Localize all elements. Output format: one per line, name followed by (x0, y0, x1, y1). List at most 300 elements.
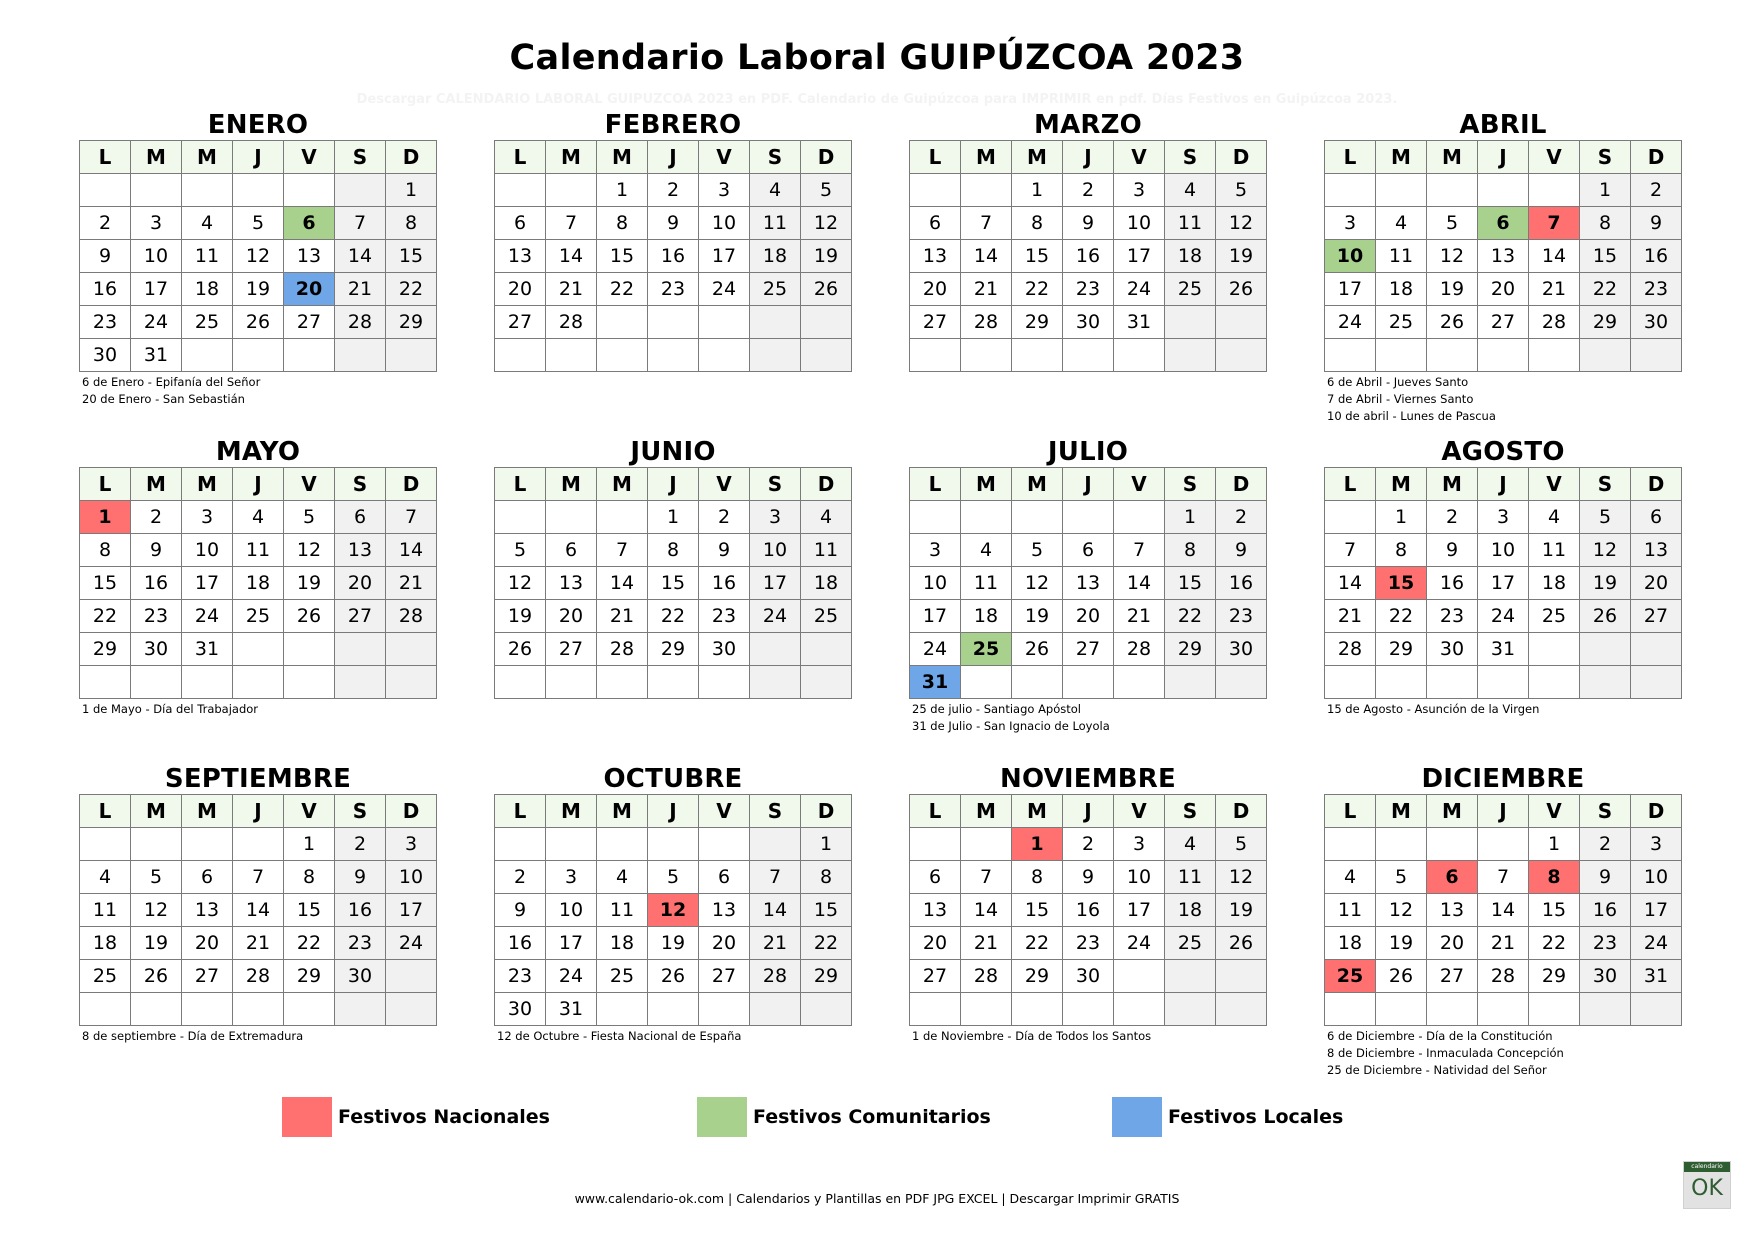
day-cell: 5 (233, 207, 284, 240)
month-name: JULIO (1047, 437, 1129, 467)
day-cell: 21 (1478, 927, 1529, 960)
week-row (495, 993, 852, 1026)
day-cell: 21 (961, 927, 1012, 960)
empty-day-cell (386, 633, 437, 666)
empty-day-cell (1325, 666, 1376, 699)
week-row (495, 339, 852, 372)
weekday-header: M (1376, 141, 1427, 174)
empty-day-cell (910, 174, 961, 207)
day-cell: 3 (1631, 828, 1682, 861)
day-cell: 19 (1376, 927, 1427, 960)
day-cell: 28 (597, 633, 648, 666)
empty-day-cell (750, 306, 801, 339)
empty-day-cell (648, 339, 699, 372)
empty-day-cell (750, 633, 801, 666)
month-5 (79, 437, 437, 718)
holiday-notes (497, 1028, 852, 1045)
empty-day-cell (699, 666, 750, 699)
week-row (910, 174, 1267, 207)
day-cell: 5 (1427, 207, 1478, 240)
day-cell: 27 (1631, 600, 1682, 633)
weekday-header: M (182, 141, 233, 174)
day-cell: 26 (801, 273, 852, 306)
weekday-header: J (233, 468, 284, 501)
week-row (495, 633, 852, 666)
empty-day-cell (1478, 174, 1529, 207)
day-cell: 22 (597, 273, 648, 306)
day-cell: 15 (597, 240, 648, 273)
day-cell: 5 (1216, 174, 1267, 207)
weekday-header: J (1478, 141, 1529, 174)
day-cell: 22 (284, 927, 335, 960)
holiday-notes (912, 1028, 1267, 1045)
day-cell: 1 (597, 174, 648, 207)
day-cell: 5 (801, 174, 852, 207)
day-cell: 18 (1529, 567, 1580, 600)
day-cell: 25 (233, 600, 284, 633)
empty-day-cell (182, 828, 233, 861)
holiday-day-cell: 1 (1012, 828, 1063, 861)
week-row (910, 633, 1267, 666)
weekday-header: M (1376, 468, 1427, 501)
empty-day-cell (1631, 666, 1682, 699)
weekday-header: M (131, 468, 182, 501)
day-cell: 2 (648, 174, 699, 207)
day-cell: 7 (961, 207, 1012, 240)
day-cell: 14 (1478, 894, 1529, 927)
day-cell: 29 (80, 633, 131, 666)
weekday-header: V (284, 141, 335, 174)
day-cell: 18 (1165, 240, 1216, 273)
month-8 (1324, 437, 1682, 718)
empty-day-cell (750, 828, 801, 861)
day-cell: 25 (801, 600, 852, 633)
empty-day-cell (546, 501, 597, 534)
weekday-header: S (1165, 468, 1216, 501)
weekday-header: M (961, 795, 1012, 828)
day-cell: 29 (284, 960, 335, 993)
day-cell: 8 (1580, 207, 1631, 240)
month-name: ABRIL (1459, 110, 1547, 140)
day-cell: 8 (284, 861, 335, 894)
day-cell: 26 (131, 960, 182, 993)
weekday-header: L (80, 795, 131, 828)
day-cell: 18 (597, 927, 648, 960)
day-cell: 21 (1529, 273, 1580, 306)
weekday-header: S (1165, 795, 1216, 828)
month-name: AGOSTO (1441, 437, 1565, 467)
day-cell: 2 (1063, 828, 1114, 861)
day-cell: 4 (233, 501, 284, 534)
calendario-ok-logo[interactable] (1683, 1161, 1731, 1209)
empty-day-cell (1478, 666, 1529, 699)
empty-day-cell (699, 993, 750, 1026)
day-cell: 9 (1216, 534, 1267, 567)
holiday-day-cell: 1 (80, 501, 131, 534)
day-cell: 18 (961, 600, 1012, 633)
empty-day-cell (1478, 993, 1529, 1026)
week-row (495, 828, 852, 861)
day-cell: 7 (1325, 534, 1376, 567)
empty-day-cell (1063, 666, 1114, 699)
empty-day-cell (1114, 960, 1165, 993)
week-row (495, 306, 852, 339)
empty-day-cell (961, 501, 1012, 534)
day-cell: 15 (801, 894, 852, 927)
empty-day-cell (233, 993, 284, 1026)
empty-day-cell (1529, 666, 1580, 699)
day-cell: 26 (648, 960, 699, 993)
day-cell: 17 (1478, 567, 1529, 600)
day-cell: 24 (1631, 927, 1682, 960)
day-cell: 14 (233, 894, 284, 927)
day-cell: 17 (182, 567, 233, 600)
week-row (1325, 828, 1682, 861)
day-cell: 23 (1427, 600, 1478, 633)
holiday-note: 10 de abril - Lunes de Pascua (1327, 409, 1496, 423)
empty-day-cell (597, 666, 648, 699)
day-cell: 5 (495, 534, 546, 567)
weekday-header: D (801, 795, 852, 828)
day-cell: 21 (386, 567, 437, 600)
day-cell: 16 (1631, 240, 1682, 273)
weekday-header: S (1580, 795, 1631, 828)
day-cell: 6 (182, 861, 233, 894)
day-cell: 29 (1580, 306, 1631, 339)
day-cell: 11 (1529, 534, 1580, 567)
day-cell: 17 (1114, 240, 1165, 273)
day-cell: 24 (1325, 306, 1376, 339)
day-cell: 24 (1478, 600, 1529, 633)
weekday-header: J (1063, 795, 1114, 828)
weekday-header: L (495, 141, 546, 174)
day-cell: 14 (750, 894, 801, 927)
weekday-header: V (1529, 795, 1580, 828)
day-cell: 10 (131, 240, 182, 273)
week-row (910, 960, 1267, 993)
day-cell: 29 (386, 306, 437, 339)
day-cell: 3 (546, 861, 597, 894)
day-cell: 23 (1063, 273, 1114, 306)
weekday-header: J (648, 141, 699, 174)
month-name: ENERO (207, 110, 309, 140)
empty-day-cell (233, 828, 284, 861)
day-cell: 29 (1012, 306, 1063, 339)
day-cell: 22 (801, 927, 852, 960)
empty-day-cell (495, 828, 546, 861)
empty-day-cell (335, 339, 386, 372)
day-cell: 1 (801, 828, 852, 861)
holiday-day-cell: 20 (284, 273, 335, 306)
week-row (495, 207, 852, 240)
weekday-header: M (597, 468, 648, 501)
empty-day-cell (801, 306, 852, 339)
day-cell: 4 (1165, 828, 1216, 861)
day-cell: 14 (597, 567, 648, 600)
day-cell: 31 (1631, 960, 1682, 993)
holiday-note: 1 de Mayo - Día del Trabajador (82, 702, 259, 716)
day-cell: 24 (1114, 927, 1165, 960)
holiday-day-cell: 31 (910, 666, 961, 699)
legend-nacional (282, 1097, 550, 1137)
weekday-header: J (1478, 795, 1529, 828)
day-cell: 4 (1165, 174, 1216, 207)
weekday-header: S (1580, 141, 1631, 174)
empty-day-cell (961, 339, 1012, 372)
day-cell: 16 (1580, 894, 1631, 927)
day-cell: 5 (1580, 501, 1631, 534)
day-cell: 11 (1376, 240, 1427, 273)
day-cell: 26 (1427, 306, 1478, 339)
week-row (80, 633, 437, 666)
day-cell: 15 (1580, 240, 1631, 273)
empty-day-cell (1216, 666, 1267, 699)
weekday-header: S (750, 795, 801, 828)
day-cell: 5 (131, 861, 182, 894)
day-cell: 12 (233, 240, 284, 273)
month-table (1324, 794, 1682, 1026)
weekday-header: M (182, 468, 233, 501)
logo-main-text: OK (1691, 1176, 1723, 1201)
logo-top-text: calendario (1684, 1162, 1730, 1172)
day-cell: 14 (335, 240, 386, 273)
day-cell: 14 (1325, 567, 1376, 600)
day-cell: 5 (1012, 534, 1063, 567)
weekday-header: L (495, 795, 546, 828)
empty-day-cell (284, 666, 335, 699)
month-name: MAYO (215, 437, 301, 467)
day-cell: 26 (233, 306, 284, 339)
empty-day-cell (750, 339, 801, 372)
empty-day-cell (284, 633, 335, 666)
holiday-note: 25 de julio - Santiago Apóstol (912, 702, 1082, 716)
day-cell: 6 (335, 501, 386, 534)
day-cell: 20 (910, 927, 961, 960)
empty-day-cell (1478, 828, 1529, 861)
day-cell: 4 (597, 861, 648, 894)
weekday-header: M (182, 795, 233, 828)
day-cell: 21 (1114, 600, 1165, 633)
holiday-notes (1327, 1028, 1682, 1079)
day-cell: 18 (750, 240, 801, 273)
week-row (80, 828, 437, 861)
empty-day-cell (1325, 993, 1376, 1026)
empty-day-cell (597, 306, 648, 339)
day-cell: 19 (1580, 567, 1631, 600)
day-cell: 17 (1114, 894, 1165, 927)
empty-day-cell (1631, 993, 1682, 1026)
weekday-header: J (1478, 468, 1529, 501)
day-cell: 5 (1376, 861, 1427, 894)
day-cell: 13 (910, 240, 961, 273)
day-cell: 16 (80, 273, 131, 306)
day-cell: 28 (1529, 306, 1580, 339)
day-cell: 21 (961, 273, 1012, 306)
empty-day-cell (1427, 993, 1478, 1026)
day-cell: 24 (750, 600, 801, 633)
weekday-header: D (386, 468, 437, 501)
day-cell: 15 (1529, 894, 1580, 927)
day-cell: 12 (801, 207, 852, 240)
week-row (910, 666, 1267, 699)
weekday-header: M (597, 795, 648, 828)
empty-day-cell (495, 501, 546, 534)
day-cell: 30 (699, 633, 750, 666)
day-cell: 22 (1012, 273, 1063, 306)
day-cell: 27 (182, 960, 233, 993)
day-cell: 10 (910, 567, 961, 600)
day-cell: 13 (546, 567, 597, 600)
empty-day-cell (1216, 339, 1267, 372)
empty-day-cell (1376, 828, 1427, 861)
weekday-header-row (910, 468, 1267, 501)
day-cell: 16 (648, 240, 699, 273)
weekday-header: M (1427, 141, 1478, 174)
empty-day-cell (284, 993, 335, 1026)
empty-day-cell (910, 501, 961, 534)
week-row (495, 240, 852, 273)
empty-day-cell (335, 174, 386, 207)
week-row (80, 666, 437, 699)
month-2 (494, 110, 852, 374)
weekday-header: D (1216, 141, 1267, 174)
month-name: NOVIEMBRE (1000, 764, 1176, 794)
holiday-note: 8 de Diciembre - Inmaculada Concepción (1327, 1046, 1564, 1060)
day-cell: 4 (1325, 861, 1376, 894)
week-row (80, 861, 437, 894)
weekday-header: V (1114, 468, 1165, 501)
weekday-header: V (1529, 141, 1580, 174)
weekday-header: M (131, 795, 182, 828)
day-cell: 10 (182, 534, 233, 567)
week-row (910, 306, 1267, 339)
week-row (910, 828, 1267, 861)
day-cell: 13 (1478, 240, 1529, 273)
month-3 (909, 110, 1267, 374)
day-cell: 28 (335, 306, 386, 339)
empty-day-cell (546, 174, 597, 207)
day-cell: 9 (335, 861, 386, 894)
day-cell: 3 (131, 207, 182, 240)
day-cell: 8 (1012, 861, 1063, 894)
day-cell: 30 (1631, 306, 1682, 339)
day-cell: 1 (386, 174, 437, 207)
month-table (1324, 467, 1682, 699)
day-cell: 9 (1580, 861, 1631, 894)
holiday-notes (912, 701, 1267, 735)
holiday-notes (1327, 701, 1682, 718)
day-cell: 12 (495, 567, 546, 600)
empty-day-cell (1063, 501, 1114, 534)
day-cell: 28 (750, 960, 801, 993)
holiday-note: 6 de Enero - Epifanía del Señor (82, 375, 261, 389)
day-cell: 21 (233, 927, 284, 960)
weekday-header: S (335, 141, 386, 174)
weekday-header: V (699, 141, 750, 174)
empty-day-cell (648, 306, 699, 339)
empty-day-cell (131, 993, 182, 1026)
empty-day-cell (1165, 306, 1216, 339)
empty-day-cell (1427, 828, 1478, 861)
empty-day-cell (182, 993, 233, 1026)
holiday-note: 6 de Diciembre - Día de la Constitución (1327, 1029, 1553, 1043)
day-cell: 15 (1012, 240, 1063, 273)
month-name: SEPTIEMBRE (164, 764, 352, 794)
month-table (494, 140, 852, 372)
weekday-header: V (699, 468, 750, 501)
week-row (80, 960, 437, 993)
day-cell: 9 (1063, 207, 1114, 240)
week-row (495, 501, 852, 534)
weekday-header: D (386, 795, 437, 828)
day-cell: 21 (335, 273, 386, 306)
empty-day-cell (699, 306, 750, 339)
empty-day-cell (1580, 339, 1631, 372)
weekday-header: J (233, 795, 284, 828)
day-cell: 15 (80, 567, 131, 600)
empty-day-cell (910, 828, 961, 861)
holiday-notes (82, 701, 437, 718)
day-cell: 15 (1012, 894, 1063, 927)
weekday-header: S (750, 468, 801, 501)
legend-comunitario-swatch (697, 1097, 747, 1137)
empty-day-cell (233, 339, 284, 372)
week-row (1325, 339, 1682, 372)
week-row (80, 534, 437, 567)
day-cell: 16 (1427, 567, 1478, 600)
month-name: DICIEMBRE (1421, 764, 1585, 794)
weekday-header-row (1325, 468, 1682, 501)
holiday-notes (82, 374, 437, 408)
weekday-header: S (335, 795, 386, 828)
day-cell: 1 (1012, 174, 1063, 207)
day-cell: 18 (233, 567, 284, 600)
day-cell: 27 (284, 306, 335, 339)
day-cell: 30 (131, 633, 182, 666)
day-cell: 4 (801, 501, 852, 534)
day-cell: 20 (182, 927, 233, 960)
weekday-header: D (1216, 468, 1267, 501)
day-cell: 3 (182, 501, 233, 534)
day-cell: 3 (910, 534, 961, 567)
day-cell: 7 (750, 861, 801, 894)
day-cell: 26 (1376, 960, 1427, 993)
day-cell: 25 (1165, 273, 1216, 306)
day-cell: 3 (386, 828, 437, 861)
day-cell: 22 (1580, 273, 1631, 306)
day-cell: 24 (131, 306, 182, 339)
day-cell: 4 (961, 534, 1012, 567)
weekday-header: L (1325, 795, 1376, 828)
day-cell: 10 (750, 534, 801, 567)
weekday-header: M (131, 141, 182, 174)
day-cell: 19 (1012, 600, 1063, 633)
empty-day-cell (1216, 306, 1267, 339)
empty-day-cell (546, 339, 597, 372)
holiday-note: 7 de Abril - Viernes Santo (1327, 392, 1474, 406)
day-cell: 26 (1216, 927, 1267, 960)
day-cell: 20 (335, 567, 386, 600)
empty-day-cell (1631, 339, 1682, 372)
day-cell: 5 (284, 501, 335, 534)
week-row (910, 339, 1267, 372)
day-cell: 6 (910, 861, 961, 894)
day-cell: 2 (131, 501, 182, 534)
weekday-header: M (546, 141, 597, 174)
day-cell: 28 (1114, 633, 1165, 666)
day-cell: 13 (1427, 894, 1478, 927)
day-cell: 9 (1631, 207, 1682, 240)
